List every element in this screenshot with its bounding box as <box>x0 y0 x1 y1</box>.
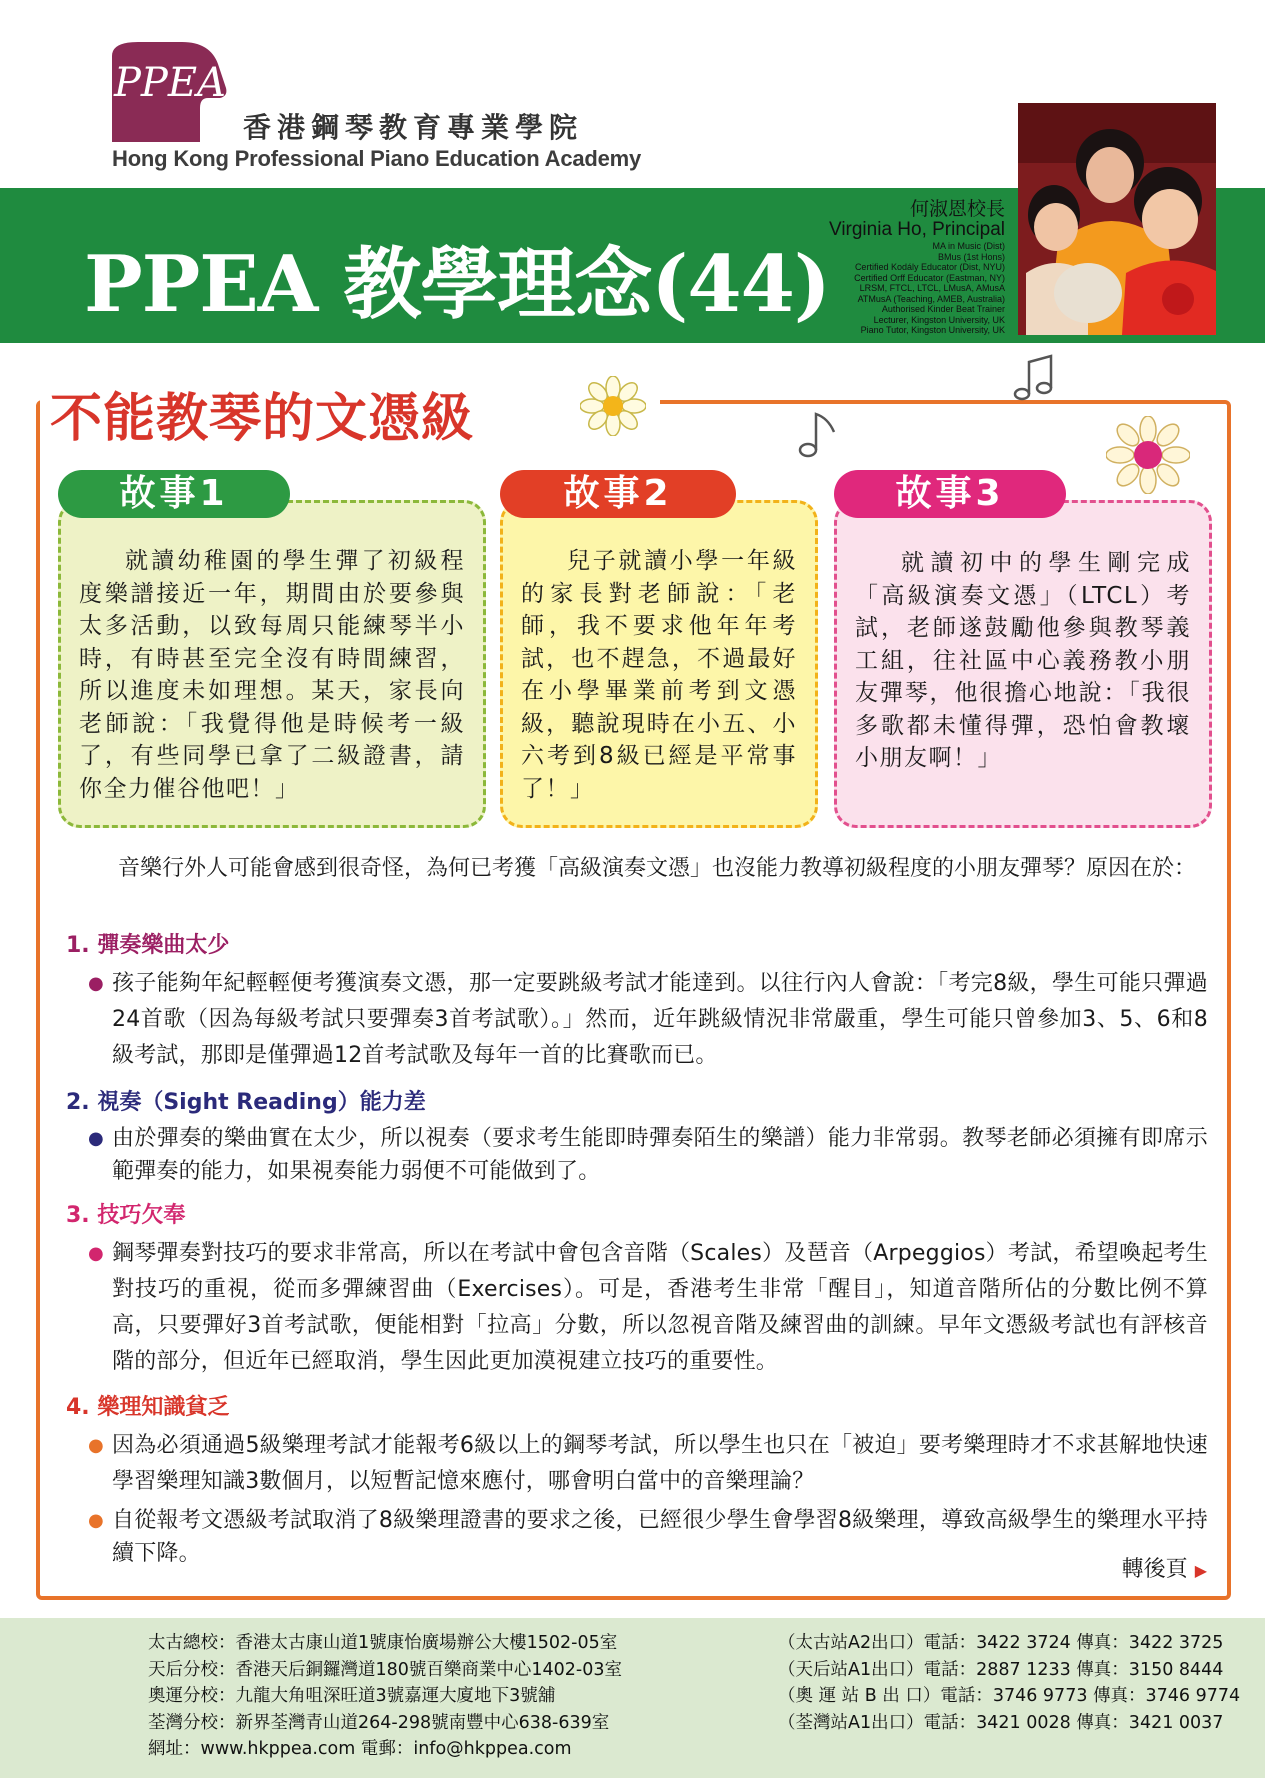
branch-phone: 電話：3421 0028 傳真：3421 0037 <box>923 1712 1224 1733</box>
flower-icon <box>580 376 646 440</box>
bullet-icon: ● <box>88 1435 104 1456</box>
credential-line: ATMusA (Teaching, AMEB, Australia) <box>857 293 1005 304</box>
intro-paragraph <box>66 852 1216 885</box>
contact-line[interactable]: 網址：www.hkppea.com 電郵：info@hkppea.com <box>148 1739 572 1759</box>
branch-phone: 電話：2887 1233 傳真：3150 8444 <box>923 1659 1224 1680</box>
logo-mark-text: PPEA <box>114 60 226 106</box>
principal-info <box>829 194 1005 336</box>
branch-address: 奧運分校：九龍大角咀深旺道3號嘉運大廈地下3號舖 <box>148 1686 556 1706</box>
branch-row <box>148 1657 1240 1684</box>
branch-address: 太古總校：香港太古康山道1號康怡廣場辦公大樓1502-05室 <box>148 1633 618 1653</box>
story-text: 就讀初中的學生剛完成「高級演奏文憑」（LTCL）考試，老師遂鼓勵他參與教琴義工組，往社區中心義務教小朋友彈琴，他很擔心地說：「我很多歌都未懂得彈，恐怕會教壞小朋友啊！」 <box>855 550 1191 771</box>
point-heading-4: 4. 樂理知識貧乏 <box>66 1395 230 1420</box>
continue-label: 轉後頁 <box>1121 1557 1188 1582</box>
principal-title-zh: 校長 <box>966 199 1005 220</box>
point-heading-3: 3. 技巧欠奉 <box>66 1203 186 1228</box>
triangle-right-icon: ▶ <box>1194 1561 1207 1580</box>
branch-row <box>148 1710 1240 1737</box>
story-text: 兒子就讀小學一年級的家長對老師說：「老師，我不要求他年年考試，也不趕急，不過最好在小學畢業前考到文憑級，聽說現時在小五、小六考到8級已經是平常事了！」 <box>521 548 797 802</box>
bullet-item <box>88 1122 1208 1188</box>
section-title: 不能教琴的文憑級 <box>50 389 475 449</box>
main-title: PPEA 教學理念(44) <box>84 239 830 330</box>
credential-line: MA in Music (Dist) <box>932 241 1005 251</box>
bullet-text: 由於彈奏的樂曲實在太少，所以視奏（要求考生能即時彈奏陌生的樂譜）能力非常弱。教琴老師必須擁有即席示範彈奏的能力，如果視奏能力弱便不可能做到了。 <box>112 1126 1208 1184</box>
story-box-3 <box>834 500 1212 828</box>
bullet-text: 鋼琴彈奏對技巧的要求非常高，所以在考試中會包含音階（Scales）及琶音（Arpeggios）考試，希望喚起考生對技巧的重視，從而多彈練習曲（Exercises）。可是，香港考生非常「醒目」，知道音階所佔的分數比例不算高，只要彈好3首考試歌，便能相對「拉高」分數，所以忽視音階及練習曲的訓練。早年文憑級考試也有評核音階的部分，但近年已經取消，學生因此更加漠視建立技巧的重要性。 <box>112 1241 1208 1374</box>
ppea-logo-mark <box>108 38 230 146</box>
bullet-item <box>88 1428 1208 1500</box>
story-text: 就讀幼稚園的學生彈了初級程度樂譜接近一年，期間由於要參與太多活動，以致每周只能練琴半小時，有時甚至完全沒有時間練習，所以進度未如理想。某天，家長向老師說：「我覺得他是時候考一級了，有些同學已拿了二級證書，請你全力催谷他吧！」 <box>79 548 465 802</box>
bullet-icon: ● <box>88 1128 104 1149</box>
logo-name-zh: 香港鋼琴教育專業學院 <box>243 111 584 144</box>
branch-address: 天后分校：香港天后銅鑼灣道180號百樂商業中心1402-03室 <box>148 1659 623 1680</box>
music-note-icon <box>1012 352 1058 408</box>
credential-line: Authorised Kinder Beat Trainer <box>881 304 1005 314</box>
story-tag-2: 故事2 <box>500 470 736 518</box>
footer <box>0 1618 1265 1778</box>
bullet-text: 因為必須通過5級樂理考試才能報考6級以上的鋼琴考試，所以學生也只在「被迫」要考樂理時才不求甚解地快速學習樂理知識3數個月，以短暫記憶來應付，哪會明白當中的音樂理論？ <box>112 1433 1208 1494</box>
branch-row <box>148 1683 1240 1710</box>
bullet-item <box>88 966 1208 1074</box>
bullet-icon: ● <box>88 1510 104 1531</box>
music-note-icon <box>796 408 842 464</box>
principal-photo <box>1018 103 1216 335</box>
bullet-item <box>88 1504 1208 1570</box>
story-tag-3: 故事3 <box>834 470 1066 518</box>
credential-line: Piano Tutor, Kingston University, UK <box>860 325 1005 335</box>
principal-name-en: Virginia Ho, Principal <box>828 219 1005 240</box>
intro-text: 音樂行外人可能會感到很奇怪，為何已考獲「高級演奏文憑」也沒能力教導初級程度的小朋友彈琴？原因在於： <box>118 856 1197 881</box>
continue-next-page[interactable] <box>1122 1552 1207 1583</box>
branch-exit: （奧 運 站 B 出 口） <box>778 1686 941 1706</box>
logo-name-en: Hong Kong Professional Piano Education Academy <box>112 146 642 171</box>
branch-row <box>148 1630 1240 1657</box>
branch-address: 荃灣分校：新界荃灣青山道264-298號南豐中心638-639室 <box>148 1712 610 1733</box>
credential-line: BMus (1st Hons) <box>937 251 1005 262</box>
story-box-2 <box>500 500 818 828</box>
branch-exit: （荃灣站A1出口） <box>778 1712 924 1733</box>
bullet-icon: ● <box>88 1243 104 1264</box>
branch-phone: 電話：3422 3724 傳真：3422 3725 <box>923 1633 1224 1653</box>
bullet-icon: ● <box>88 973 104 994</box>
credential-line: Certified Kodály Educator (Dist, NYU) <box>854 262 1005 272</box>
bullet-text: 孩子能夠年紀輕輕便考獲演奏文憑，那一定要跳級考試才能達到。以往行內人會說：「考完8級，學生可能只彈過24首歌（因為每級考試只要彈奏3首考試歌）。」然而，近年跳級情況非常嚴重，學生可能只曾參加3、5、6和8級考試，那即是僅彈過12首考試歌及每年一首的比賽歌而已。 <box>112 971 1208 1068</box>
credential-line: Lecturer, Kingston University, UK <box>873 314 1005 325</box>
flower-icon <box>1106 416 1190 498</box>
story-tag-1: 故事1 <box>58 470 290 518</box>
branch-phone: 電話：3746 9773 傳真：3746 9774 <box>940 1686 1241 1706</box>
point-heading-2: 2. 視奏（Sight Reading）能力差 <box>66 1090 426 1115</box>
branch-exit: （天后站A1出口） <box>778 1659 924 1680</box>
bullet-text: 自從報考文憑級考試取消了8級樂理證書的要求之後，已經很少學生會學習8級樂理，導致高級學生的樂理水平持續下降。 <box>112 1508 1208 1566</box>
credential-line: LRSM, FTCL, LTCL, LMusA, AMusA <box>859 283 1005 293</box>
credential-line: Certified Orff Educator (Eastman, NY) <box>854 272 1005 283</box>
principal-name-zh: 何淑恩 <box>909 199 967 220</box>
story-box-1 <box>58 500 486 828</box>
branch-exit: （太古站A2出口） <box>778 1633 924 1653</box>
point-heading-1: 1. 彈奏樂曲太少 <box>66 933 230 958</box>
bullet-item <box>88 1236 1208 1380</box>
